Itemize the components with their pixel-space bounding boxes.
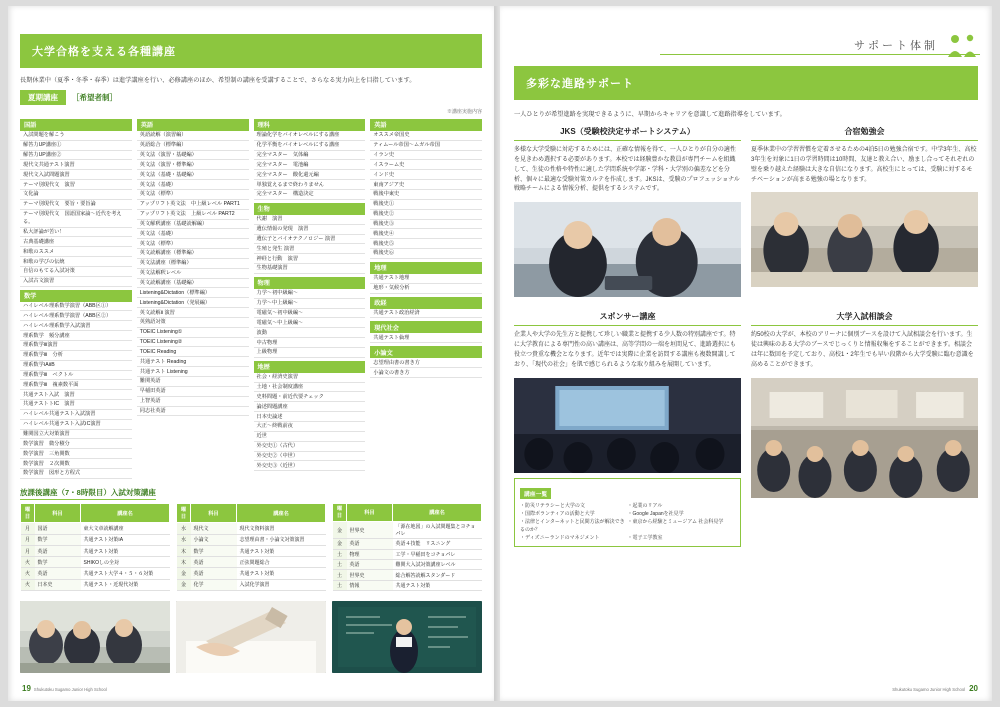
course-list-head: 講座一覧 [520,488,551,499]
course-item: TOEIC Listening② [137,338,249,348]
classroom-students-photo [20,601,170,673]
page-number: 19 [22,684,31,693]
course-item: 理系数学 頻分講座 [20,331,132,341]
course-item: テーマ別現代文 要旨・要旨論 [20,200,132,210]
course-item: 力学～初中級編～ [254,289,366,299]
cell-course: 共通テスト・近現代対策 [81,579,170,590]
course-item: 外交史②（中世） [254,452,366,462]
cell-subject: 日本史 [35,579,81,590]
course-item: 英熟語対策 [137,318,249,328]
cell-subject: 小論文 [191,534,237,545]
course-item: 理系数学Ⅲ 複素数平面 [20,380,132,390]
cell-day: 金 [177,579,191,590]
support-tab-label: サポート体制 [854,40,938,52]
cell-course: 英語４技能 リスニング [393,539,482,549]
course-list [20,131,132,287]
cell-day: 月 [21,534,35,545]
list-item: ・ 法律とインターネットと民間方法が解決できるのか？ [520,518,628,534]
cell-day: 火 [21,579,35,590]
course-item: 電磁気～中上級編～ [254,318,366,328]
course-item: 遺伝子とバイオテクノロジー 演習 [254,235,366,245]
cell-day: 月 [21,545,35,556]
course-item: Listening&Dictation（発展編） [137,298,249,308]
course-column-4 [370,119,482,479]
lecture-hall-photo [514,378,741,473]
cell-day: 土 [333,549,347,559]
course-category: 国語 [20,119,132,131]
cell-day: 木 [177,545,191,556]
course-item: 上智英語 [137,397,249,407]
list-item: ・ 国際ボランティアの活動と大学 [520,510,628,518]
left-lead-text: 長期休業中（夏季・冬季・春季）は進学講座を行い、必修講座のほか、希望制の講座を受講することで、さらなる実力向上を目指しています。 [20,77,416,84]
course-item: 英文法講座（標準編） [137,259,249,269]
course-item: 現代文共通テスト演習 [20,160,132,170]
course-item: 共通テスト地理 [370,274,482,284]
course-item: 戦後史⑥ [370,249,482,259]
left-page-folio [22,684,107,693]
cell-day: 金 [177,568,191,579]
teacher-blackboard-photo [332,601,482,673]
cell-day: 水 [177,523,191,534]
course-item: 小論文の書き方 [370,368,482,378]
course-item: 理論化学をバイオレベルにする講座 [254,131,366,141]
cell-day: 金 [333,521,347,538]
card-title: スポンサー講座 [514,311,741,326]
cell-course: 正弦問題総合 [237,557,326,568]
course-item: 上級物理 [254,348,366,358]
course-item: 遺伝情報の発現 演習 [254,225,366,235]
col-day: 曜日 [333,503,347,521]
table-row [177,523,326,534]
support-cards-row-2 [514,311,978,547]
course-item: ハイレベル理系数学演習（ABB区①） [20,302,132,312]
course-item: 生物基礎演習 [254,264,366,274]
course-column-2 [137,119,249,479]
course-list [370,274,482,294]
course-item: 日本史論述 [254,412,366,422]
course-item: イラン史 [370,151,482,161]
course-category: 地歴 [254,361,366,373]
course-item: 数学演習 三角関数 [20,449,132,459]
course-item: 共通テスト政治経済 [370,309,482,319]
list-item: ・ 起業のリアル [628,502,736,510]
left-section-title: 大学合格を支える各種講座 [20,34,482,68]
cell-day: 火 [21,557,35,568]
course-item: 戦後史③ [370,220,482,230]
cell-subject: 英語 [35,568,81,579]
course-item: 生殖と発生 演習 [254,244,366,254]
col-subject: 科目 [191,503,237,523]
cell-day: 土 [333,580,347,590]
card-body: 夏季休業中の学習習慣を定着させるための4泊5日の勉強合宿です。中学3年生、高校3年生を対象に1日の学習時間は10時間、友達と教え合い、励まし合ってそれぞれの壁を乗り越えた経験は大きな自信になります。高校生にとっては、受験に対するモチベーションが高まる勉強の場となります。 [751,146,977,183]
list-item: ・ 防災リテラシーと大学の文 [520,502,628,510]
course-category: 政経 [370,297,482,309]
school-name: Shukutoku Sugamo Junior High School [33,687,107,692]
course-item: 難関国立大対策演習 [20,430,132,440]
table-row [21,579,170,590]
list-item: ・ 電子工学教室 [628,534,736,542]
course-item: TOEIC Reading [137,347,249,357]
writing-hand-photo [176,601,326,673]
course-item: テーマ別現代文 国語国家論～近代を考える。 [20,210,132,228]
cell-course: 総合解答読解スタンダード [393,570,482,580]
support-card-consultation [751,311,978,547]
support-card-camp [751,126,978,297]
course-item: 完全マスター 構造決定 [254,190,366,200]
course-item: 完全マスター 酸化還元編 [254,170,366,180]
course-item: 波動 [254,328,366,338]
course-item: 古典基礎講座 [20,237,132,247]
col-day: 曜日 [21,503,35,523]
consultation-fair-photo [751,378,978,498]
col-subject: 科目 [35,503,81,523]
course-item: 共通テスト入試 演習 [20,390,132,400]
course-item: 戦後中東史 [370,190,482,200]
course-category: 生物 [254,203,366,215]
table-row [21,557,170,568]
cell-day: 土 [333,559,347,569]
cell-subject: 英語 [347,559,393,569]
course-item: 英語総合（標準編） [137,141,249,151]
cell-course: 志望理由書・小論文対策演習 [237,534,326,545]
course-list [254,131,366,200]
course-item: 英文法（演習・標準編） [137,160,249,170]
course-item: 化学平衡をバイオレベルにする講座 [254,141,366,151]
card-body: 企業人や大学の先生方と提携して珍しい職業と提携する少人数の特別講座です。特に大学教育による専門性の高い講座は、高等学問の一端を垣間見て、進路選択にも役立つ貴重な機会となります。近年では実際に企業を訪問する講座も複数開講しており、「現代の社会」を肌で感じられるような取り組みを展開しています。 [514,332,736,369]
summer-course-heading [20,90,482,105]
right-page-folio [889,684,978,693]
course-item: 文化論 [20,190,132,200]
course-list [520,502,735,542]
table-row [21,523,170,534]
course-list [20,302,132,479]
table-row [177,534,326,545]
course-item: 近世 [254,432,366,442]
right-section-title: 多彩な進路サポート [514,66,978,100]
summer-course-sub: ［希望者制］ [72,92,117,102]
cell-course: 共通テスト対策 [81,545,170,556]
cell-subject: 数学 [35,557,81,568]
course-item: 大正～終戦前夜 [254,422,366,432]
cell-subject: 英語 [347,539,393,549]
cell-course: 共通テスト対策ⅠA [81,534,170,545]
table-row [21,568,170,579]
cell-course: SHIKOしの全対 [81,557,170,568]
cell-day: 水 [177,534,191,545]
course-item: 自信のもてる入試対策 [20,267,132,277]
schedule-table-1 [20,503,170,591]
course-item: 英文法（演習・基礎編） [137,151,249,161]
course-item: インド史 [370,170,482,180]
course-item: オススメ帝国史 [370,131,482,141]
course-list [370,131,482,259]
support-card-sponsor [514,311,741,547]
support-card-jks [514,126,741,297]
course-item: アップリフト英文法 中上級レベル PART1 [137,200,249,210]
support-tab-rule [660,54,980,55]
course-category: 物理 [254,277,366,289]
course-item: 解答力UP講座② [20,151,132,161]
course-column-1 [20,119,132,479]
cell-day: 金 [333,539,347,549]
course-item: 中古物理 [254,338,366,348]
course-item: 英文法（標準） [137,239,249,249]
sponsor-course-list-box [514,478,741,547]
table-row [333,570,482,580]
course-category: 数学 [20,290,132,302]
course-item: 電磁気～初中級編～ [254,309,366,319]
course-item: ハイレベル理系数学入試演習 [20,321,132,331]
course-item: TOEIC Listening① [137,328,249,338]
course-item: 東南アジア史 [370,180,482,190]
cell-course: 東大文章読解講座 [81,523,170,534]
table-row [333,559,482,569]
cell-day: 火 [21,568,35,579]
card-title: 合宿勉強会 [751,126,978,141]
cell-course: 共通テスト大学４・５・６対策 [81,568,170,579]
course-list [370,358,482,378]
jks-interview-photo [514,202,741,297]
course-item: 解答力UP講座① [20,141,132,151]
course-item: 代謝 演習 [254,215,366,225]
course-item: 単独覚えるまで終わりません [254,180,366,190]
course-item: 英語読解（演習編） [137,131,249,141]
list-item: ・ ディズニーランドのマネジメント [520,534,628,542]
after-school-heading [20,487,482,500]
course-list [254,289,366,358]
table-row [177,545,326,556]
course-item: 英文法（標準） [137,190,249,200]
course-item: 現代文入試問題演習 [20,170,132,180]
course-item: 数学演習 微分積分 [20,439,132,449]
left-page [8,6,494,701]
cell-course: 現代文資料演習 [237,523,326,534]
course-item: 論述問題講座 [254,402,366,412]
course-item: 理系数学ⅠAⅡB [20,361,132,371]
right-page [500,6,992,701]
course-list [254,373,366,471]
table-row [177,579,326,590]
course-item: 外交史①（古代） [254,442,366,452]
support-cards-row-1 [514,126,978,297]
cell-course: 「源在地図」の入試問題集とヨチョパレ [393,521,482,538]
course-item: 理系数学Ⅲ演習 [20,341,132,351]
after-school-title: 放課後講座（7・8時限目）入試対策講座 [20,487,156,500]
course-item: アップリフト英文法 上級レベル PART2 [137,210,249,220]
table-header-row [21,503,170,523]
course-item: 志望理由書の書き方 [370,358,482,368]
cell-subject: 世界史 [347,521,393,538]
col-course: 講座名 [393,503,482,521]
schedule-table-3 [332,503,482,591]
course-item: 共通テスト倫理 [370,333,482,343]
course-item: 完全マスター 気体編 [254,151,366,161]
course-item: 同志社英語 [137,407,249,417]
cell-course: 工学・早稲田をコチョパレ [393,549,482,559]
course-item: 戦後史④ [370,229,482,239]
page-number: 20 [969,684,978,693]
course-item: ハイレベル共通テスト入試演習 [20,410,132,420]
cell-day: 月 [21,523,35,534]
course-category: 英語 [137,119,249,131]
course-item: 入試古文演習 [20,277,132,287]
cell-subject: 世界史 [347,570,393,580]
cell-course: 入試化学演習 [237,579,326,590]
course-item: 理系数学Ⅲ 分析 [20,351,132,361]
course-item: 英文法（基礎・基礎編） [137,170,249,180]
course-item: ハイレベル理系数学演習（ABB区②） [20,311,132,321]
course-item: 共通テスト Reading [137,357,249,367]
cell-course: 共通テスト対策 [393,580,482,590]
card-title: JKS（受験校決定サポートシステム） [514,126,741,141]
cell-subject: 英語 [191,557,237,568]
table-row [333,580,482,590]
course-item: ティムール帝国～ムガル帝国 [370,141,482,151]
course-item: 私大評論が苦い！ [20,228,132,238]
course-item: 英文法（基礎） [137,229,249,239]
course-item: 地形・気候分析 [370,284,482,294]
cell-subject: 英語 [191,568,237,579]
course-item: 英文解釈講座（基礎読解編） [137,220,249,230]
cell-subject: 化学 [191,579,237,590]
course-category: 現代社会 [370,321,482,333]
course-item: イスラーム史 [370,160,482,170]
table-row [21,534,170,545]
course-list [254,215,366,274]
table-row [177,568,326,579]
card-body: 多様な大学受験に対応するためには、正確な情報を得て、一人ひとりが自分の適性を見きわめ選択する必要があります。本校では経験豊かな教員が専門チームを組織して、生徒の性格や特性に適した学問系統や学部・学科・大学別の偏差などを分析、個々に最適な受験対策カルテを作成します。JKSは、受験のプロフェッショナル戦略チームによる情報分析、提供をするシステムです。 [514,146,740,193]
course-item: 共通テストトIC 演習 [20,400,132,410]
course-item: 外交史③（近世） [254,461,366,471]
course-item: 土地・社会制度講座 [254,383,366,393]
cell-course: 共通テスト対策 [237,568,326,579]
course-item: 早稲田英語 [137,387,249,397]
cell-course: 共通テスト対策 [237,545,326,556]
cell-subject: 現代文 [191,523,237,534]
col-course: 講座名 [81,503,170,523]
cell-subject: 数学 [35,534,81,545]
course-column-3 [254,119,366,479]
course-item: 数学演習 ２次関数 [20,459,132,469]
cell-subject: 英語 [35,545,81,556]
course-item: 戦後史① [370,200,482,210]
study-camp-photo [751,192,978,287]
course-category: 英語 [370,119,482,131]
cell-subject: 物理 [347,549,393,559]
summer-course-note: ※講座実施内容 [446,108,482,115]
course-item: 和歌の学びの伝統 [20,257,132,267]
cell-day: 土 [333,570,347,580]
cell-subject: 国語 [35,523,81,534]
course-category: 小論文 [370,346,482,358]
course-item: 力学～中上級編～ [254,299,366,309]
course-item: 神経と行動 演習 [254,254,366,264]
schedule-table-2 [176,503,326,591]
course-item: 史料問題・前近代要チェック [254,392,366,402]
cell-subject: 情報 [347,580,393,590]
after-school-tables [20,503,482,591]
table-header-row [333,503,482,521]
course-item: テーマ別現代文 演習 [20,180,132,190]
cell-subject: 数学 [191,545,237,556]
course-category: 理科 [254,119,366,131]
table-row [177,557,326,568]
list-item: ・ 東京から経験とミュージアム 社会科見学 [628,518,736,534]
course-item: 数学演習 図形と方程式 [20,469,132,479]
cell-course: 難関大入試対策講座レベル [393,559,482,569]
col-subject: 科目 [347,503,393,521]
course-item: 英文読解Ⅱ 演習 [137,308,249,318]
course-columns [20,119,482,479]
course-item: 英文読解講座（基礎編） [137,279,249,289]
course-list [137,131,249,416]
right-lead-text: 一人ひとりが希望進路を実現できるように、早期からキャリアを意識して進路指導をしています。 [514,111,786,118]
course-list [370,333,482,343]
course-item: 戦後史⑤ [370,239,482,249]
course-item: 難関英語 [137,377,249,387]
col-course: 講座名 [237,503,326,523]
course-item: 戦後史② [370,210,482,220]
course-item: 英文法解釈レベル [137,269,249,279]
card-body: 約50校の大学が、本校のアリーナに個別ブースを設けて入試相談会を行います。生徒は興味のある大学のブースでじっくりと情報収集をすることができます。相談会は年に数回を予定しており、高校1・2年生でも早い段階から大学受験に臨む意識を高めることができます。 [751,332,974,369]
table-row [333,539,482,549]
col-day: 曜日 [177,503,191,523]
course-item: 英文法（基礎） [137,180,249,190]
course-item: ハイレベル共通テスト入試ⅠC演習 [20,420,132,430]
list-item: ・ Google Japanを社見学 [628,510,736,518]
course-item: 完全マスター 電池編 [254,160,366,170]
course-item: 入試問題を解こう [20,131,132,141]
course-item: 和歌のススメ [20,247,132,257]
course-item: 共通テスト Listening [137,367,249,377]
summer-course-tag: 夏期講座 [20,90,66,105]
course-category: 地理 [370,262,482,274]
course-item: Listening&Dictation（標準編） [137,288,249,298]
table-row [333,521,482,538]
table-row [21,545,170,556]
table-header-row [177,503,326,523]
course-list [370,309,482,319]
course-item: 社会・経済史演習 [254,373,366,383]
course-item: 英文読解講座（標準編） [137,249,249,259]
left-photo-row [20,601,482,673]
cell-day: 木 [177,557,191,568]
school-name: Shukutoku Sugamo Junior High School [892,687,966,692]
card-title: 大学入試相談会 [751,311,978,326]
course-item: 理系数学Ⅲ ベクトル [20,371,132,381]
table-row [333,549,482,559]
